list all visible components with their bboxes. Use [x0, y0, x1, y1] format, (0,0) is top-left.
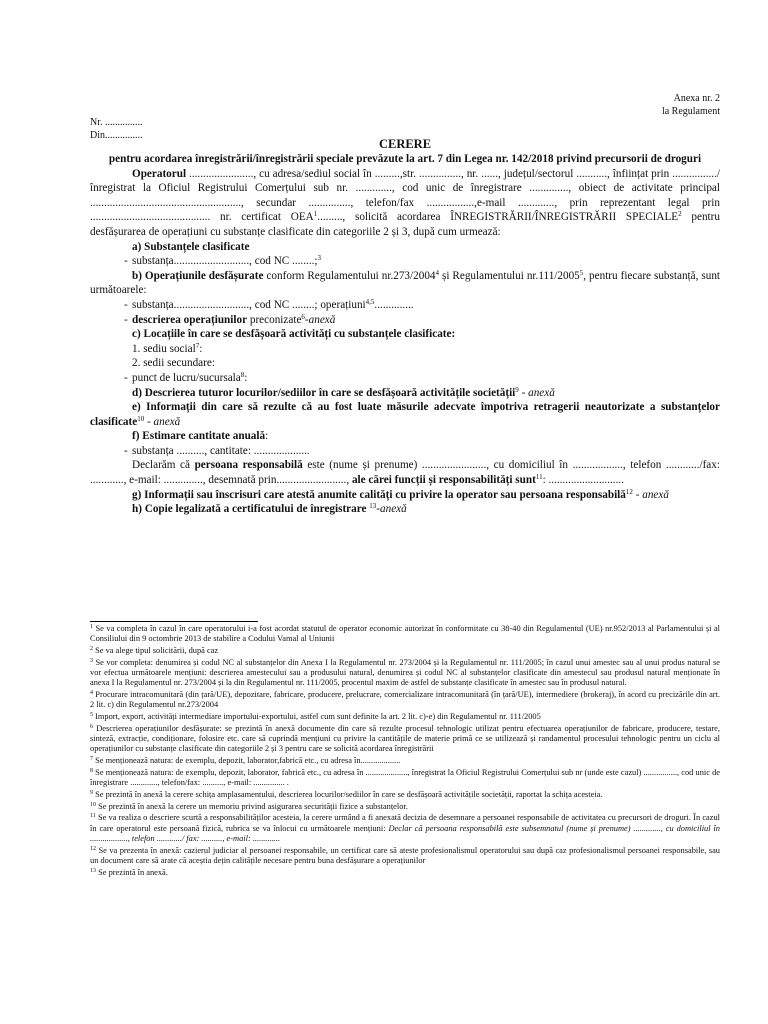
section-f-heading	[90, 429, 720, 444]
footnote-text: Se va prezenta în anexă: cazierul judiciar al persoanei responsabile, un certificat care să ateste profesionalismul operatorului sau după caz profesionalismul persoanei responsabile, sau un document care să arate că aceștia dețin calitățile necesare pentru buna desfășurare a operațiunilor	[90, 845, 720, 865]
bullet-dash: -	[124, 255, 128, 268]
footnote-text: Se prezintă în anexă la cerere schița amplasamentului, descrierea locurilor/sediilor în care se desfășoară activitățile societății, raportat la schița acesteia.	[93, 789, 603, 799]
section-c-heading	[90, 327, 720, 342]
bullet-dash: -	[124, 371, 128, 384]
operator-text-b: ........., solicită acordarea ÎNREGISTRĂRII/ÎNREGISTRĂRII SPECIALE	[317, 211, 679, 224]
footnote-number: 12	[90, 845, 96, 852]
footnote-number: 10	[90, 801, 96, 808]
footnote-ref-13: 13	[369, 502, 377, 511]
footnote-ref-11: 11	[535, 473, 543, 482]
footnote-ref-7: 7	[195, 341, 200, 350]
responsible-person-label: persoana responsabilă	[194, 459, 303, 472]
section-b-bullet-2	[90, 313, 720, 328]
registration-number: Nr. ...............	[90, 117, 143, 128]
section-a-heading	[90, 240, 720, 255]
footnote-ref-3: 3	[317, 254, 322, 263]
document-title: CERERE	[378, 137, 432, 151]
footnote-ref-4: 4	[435, 268, 440, 277]
footnote-number: 7	[90, 756, 93, 762]
footnote-number: 13	[90, 867, 96, 874]
footnote-9	[90, 790, 720, 800]
section-b-text-c: , pentru fiecare substanță, sunt următoarele:	[90, 269, 721, 297]
section-c-bullet	[90, 371, 720, 386]
responsible-person-declaration	[90, 458, 720, 487]
annex-regulation: la Regulament	[661, 106, 720, 117]
footnote-1	[90, 624, 720, 644]
footnote-text: Se va completa în cazul în care operatorului i-a fost acordat statutul de operator economic autorizat în conformitate cu 38-40 din Regulamentul (UE) nr.952/2013 al Parlamentului și al Consiliului din 9 octombrie 2013 de stabilire a Codului Vamal al Uniunii	[90, 624, 720, 644]
annex-number: Anexa nr. 2	[673, 93, 720, 104]
footnote-text: Se va alege tipul solicitării, după caz	[93, 646, 219, 655]
footnote-5	[90, 712, 720, 722]
footnote-text: Se menționează natura: de exemplu, depozit, laborator, fabrică etc., cu adresa în ...................., înregistrat la Oficiul Registrului Comerțului sub nr (unde este cazul) ................, cod unic de înregistrare ............., telefon/fax: .........., e-mail: ............... .	[90, 767, 720, 787]
footnote-8	[90, 768, 720, 788]
footnote-number: 8	[90, 767, 93, 774]
section-f-bullet	[90, 444, 720, 459]
section-e	[90, 400, 720, 429]
footnote-ref-9: 9	[515, 385, 519, 394]
section-a-bullet	[90, 254, 720, 269]
footnote-ref-2: 2	[678, 210, 682, 219]
section-b-text-a: conform Regulamentului nr.273/2004	[263, 269, 436, 282]
registration-date: Din...............	[90, 130, 143, 141]
section-c-item-2: 2. sedii secundare:	[132, 357, 215, 370]
footnote-3	[90, 658, 720, 689]
section-f-title: f) Estimare cantitate anuală	[132, 430, 266, 443]
section-b-paragraph	[90, 269, 720, 298]
section-b-bullet-1-dots: ..............	[374, 298, 414, 311]
section-b-title: b) Operațiunile desfășurate	[132, 269, 264, 282]
footnote-separator	[90, 621, 258, 622]
responsibilities-label: ale cărei funcții și responsabilități sunt	[351, 474, 536, 487]
footnote-4	[90, 690, 720, 710]
footnote-ref-8: 8	[240, 370, 245, 379]
footnote-text: Se menționează natura: de exemplu, depozit, laborator,fabrică etc., cu adresa în...................	[93, 756, 401, 765]
annex-note: - anexă	[144, 415, 181, 428]
footnote-text: Se prezintă în anexă la cerere un memoriu privind asigurarea securității fizice a substanțelor.	[96, 801, 408, 811]
colon: :	[199, 342, 203, 355]
footnote-number: 11	[90, 813, 96, 820]
footnote-12	[90, 846, 720, 866]
section-f-bullet-text: substanța .........., cantitate: ....................	[132, 444, 310, 457]
operator-label: Operatorul	[132, 167, 187, 180]
bullet-dash: -	[124, 444, 128, 457]
section-d-title: d) Descrierea tuturor locurilor/sediilor în care se desfășoară activitățile societății	[132, 386, 516, 399]
footnote-number: 2	[90, 646, 93, 652]
section-c-item-1	[90, 342, 720, 357]
footnote-ref-10: 10	[137, 414, 145, 423]
footnote-10	[90, 802, 720, 812]
section-a-title: a) Substanțele clasificate	[132, 240, 250, 253]
annex-note: - anexă	[518, 386, 555, 399]
footnote-ref-6: 6	[301, 312, 305, 321]
operator-text-c: pentru desfășurarea de operațiuni cu substanțe clasificate din categoriile 2 și 3, după cum urmează:	[90, 211, 720, 238]
section-b-bullet-1-text: substanța..........................., cod NC ........; operațiuni	[132, 298, 366, 311]
operator-text-a: ......................., cu adresa/sediul social în .........,str. ..............., nr. ......, județul/sectorul ..........., înființat prin ................/înregistrat la Oficiul Registrului Comerțului sub nr. ............., cod unic de înregistrare .............., obiect de activitate principal ......................................................, secundar ..............., telefon/fax .................,e-mail ............., prin reprezentant legal prin ........................................... nr. certificat OEA	[90, 167, 720, 224]
footnote-text: Se va realiza o descriere scurtă a responsabilităților acesteia, la cerere urmând a fi anexată decizia de desemnare a persoanei responsabile de activitatea cu precursori de droguri. În cazul în care operatorul este persoană fizică, rubrica se va înlocui cu următoarele mențiuni:	[90, 813, 720, 833]
footnote-number: 9	[90, 789, 93, 796]
work-point-label: punct de lucru/sucursala	[132, 371, 241, 384]
footnote-2	[90, 646, 720, 656]
section-g-title: g) Informații sau înscrisuri care atestă anumite calități cu privire la operator sau persoana responsabilă	[132, 488, 626, 501]
footnote-13	[90, 868, 720, 878]
footnote-7	[90, 756, 720, 766]
section-d	[90, 386, 720, 401]
footnote-6	[90, 724, 720, 755]
annex-note: -anexă	[376, 503, 407, 516]
operations-description-text: preconizate	[247, 313, 302, 326]
bullet-dash: -	[124, 313, 128, 326]
footnote-number: 4	[90, 690, 93, 696]
footnote-text: Descrierea operațiunilor desfășurate: se prezintă în anexă documente din care să rezulte procesul tehnologic utilizat pentru efectuarea operațiunilor de fabricare, producere, testare, sinteză, extracție, condiționare, folosire etc. care să cuprindă mențiuni cu privire la cantitățile de materie primă ce se utilizează și randamentul procesului tehnologic pentru un ciclu al operațiunilor cu substanțe clasificate din categoriile 2 și 3 pentru care se solicită acordarea înregistrării	[90, 723, 720, 754]
footnote-text: Se prezintă în anexă.	[96, 867, 168, 877]
footnote-number: 3	[90, 657, 93, 664]
footnote-text: Procurare intracomunitară (din țară/UE), depozitare, fabricare, producere, prelucrare, comercializare intracomunitară (în țară/UE), intermediere (brokeraj), în acord cu precizările din art. 2 lit. c) din Regulamentul nr.273/2004	[90, 690, 720, 710]
footnote-ref-1: 1	[313, 210, 318, 219]
annex-note: -anexă	[304, 313, 336, 326]
footnote-text: Import, export, activități intermediare importului-exportului, astfel cum sunt definite la art. 2 lit. c)-e) din Regulamentul nr. 111/2005	[93, 712, 541, 721]
footnote-number: 6	[90, 723, 93, 730]
section-g	[90, 488, 720, 503]
registered-office-label: 1. sediu social	[132, 342, 196, 355]
request-body	[90, 137, 720, 517]
operator-paragraph	[90, 167, 720, 240]
section-a-bullet-text: substanța..........................., cod NC ........;	[132, 255, 318, 268]
annex-note: anexă	[642, 488, 669, 501]
operations-description-label: descrierea operațiunilor	[132, 313, 248, 326]
section-b-bullet-1	[90, 298, 720, 313]
dash: -	[632, 488, 643, 501]
footnote-italic-text: Declar că persoana responsabilă este subsemnatul (nume și prenume) ............., cu domiciliul în .................., telefon ............/ fax: .........., e-mail: .............	[90, 823, 720, 843]
declaration-text-a: Declarăm că	[132, 459, 195, 472]
colon: :	[265, 430, 269, 443]
footnote-number: 1	[90, 624, 93, 630]
declaration-text-c: : ...........................	[542, 474, 624, 487]
section-c-title: c) Locațiile în care se desfășoară activități cu substanțele clasificate:	[132, 328, 456, 341]
footnotes	[90, 624, 720, 879]
colon: :	[244, 371, 248, 384]
section-e-title: e) Informații din care să rezulte că au fost luate măsurile adecvate împotriva retragerii neautorizate a substanțelor clasificate	[90, 401, 720, 428]
annex-reference	[662, 92, 720, 118]
footnote-11	[90, 813, 720, 844]
section-h	[90, 502, 720, 517]
section-b-text-b: și Regulamentului nr.111/2005	[439, 269, 580, 282]
footnote-ref-12: 12	[625, 487, 633, 496]
footnote-ref-5: 5	[579, 268, 584, 277]
footnote-number: 5	[90, 712, 93, 718]
bullet-dash: -	[124, 298, 128, 311]
footnote-text: Se vor completa: denumirea și codul NC al substanțelor din Anexa I la Regulamentul nr. 273/2004 și la Regulamentul nr. 111/2005; în cazul unui amestec sau al unui produs natural se vor efectua următoarele mențiuni: descrierea amestecului sau a produsului natural, denumirea și codul NC al substanțelor clasificate din amestecul sau produsul natural menționate în anexa I la Regulamentul nr. 273/2004 și la din Regulamentul nr. 111/2005, procentul maxim de astfel de substanțe clasificate în amestec sau în produsul natural.	[90, 657, 720, 688]
footnote-ref-4-5: 4,5	[365, 297, 375, 306]
section-h-title: h) Copie legalizată a certificatului de înregistrare	[132, 503, 370, 516]
document-subtitle: pentru acordarea înregistrării/înregistrării speciale prevăzute la art. 7 din Legea nr. 142/2018 privind precursorii de droguri	[108, 153, 702, 165]
declaration-text-b: este (nume și prenume) ......................., cu domiciliul în .................., telefon ............/fax: ............, e-mail: .............., desemnată prin.........................,	[90, 459, 720, 487]
